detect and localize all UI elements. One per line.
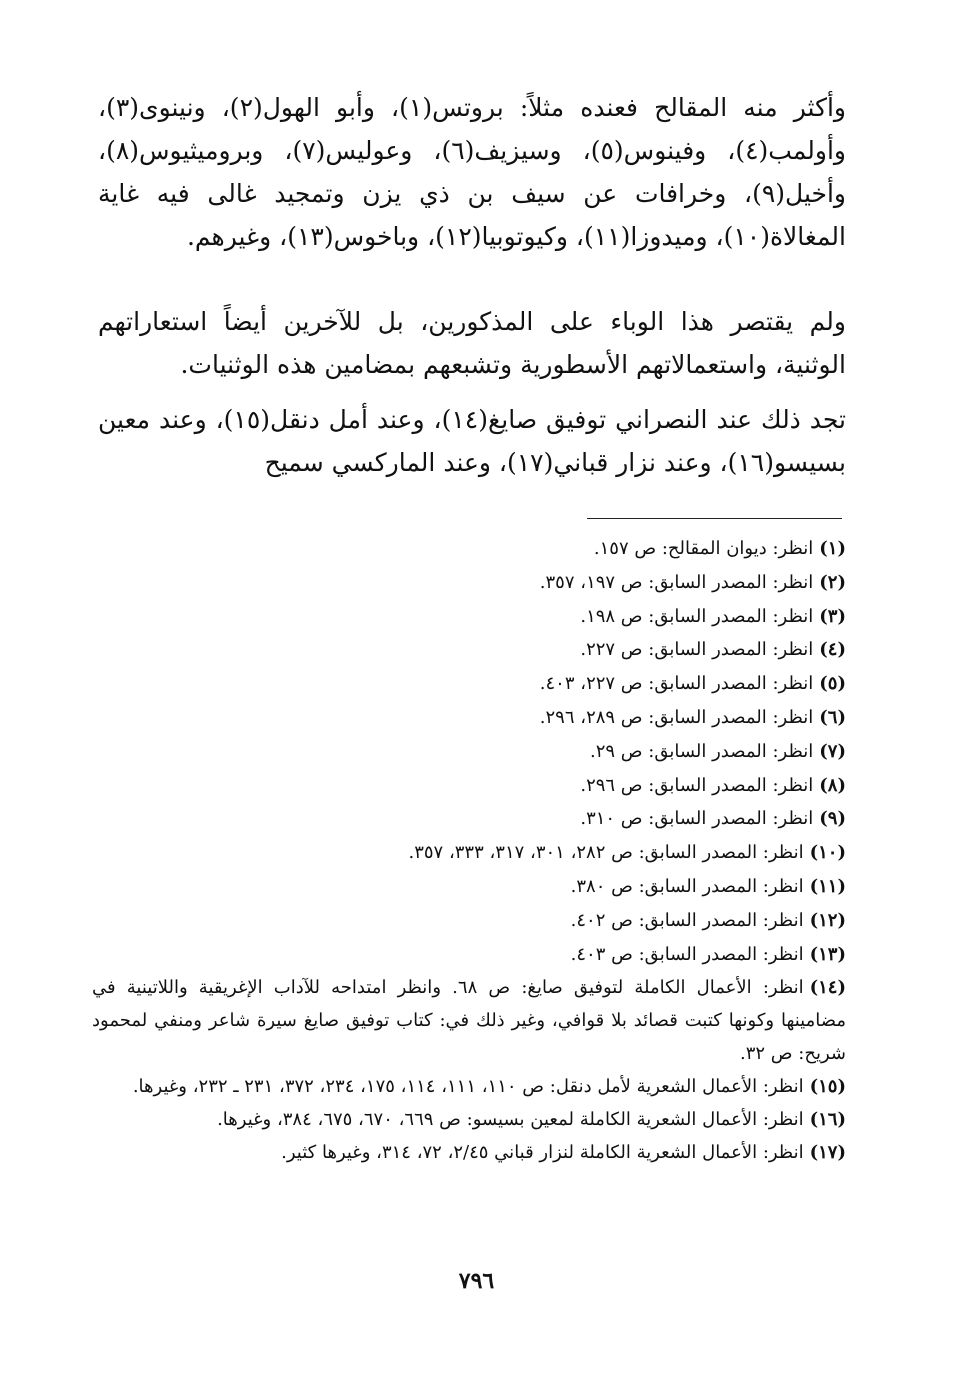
- footnote-number: (١٢): [809, 909, 846, 931]
- footnote-2: [92, 566, 846, 600]
- footnote-number: (١): [819, 538, 846, 559]
- footnote-text: انظر: المصدر السابق: ص ٢٢٧.: [580, 639, 814, 661]
- footnote-text: انظر: المصدر السابق: ص ٤٠٣.: [570, 943, 804, 965]
- footnote-text: انظر: المصدر السابق: ص ١٩٧، ٣٥٧.: [539, 571, 814, 593]
- footnote-number: (٩): [819, 808, 846, 830]
- footnote-text: انظر: ديوان المقالح: ص ١٥٧.: [593, 538, 814, 559]
- footnote-number: (١٠): [809, 842, 846, 864]
- footnote-number: (١٧): [809, 1142, 846, 1164]
- footnote-15: [92, 1070, 846, 1103]
- footnote-5: [92, 667, 846, 701]
- footnote-text: انظر: المصدر السابق: ص ٢٨٢، ٣٠١، ٣١٧، ٣٣٣، ٣٥٧.: [408, 842, 804, 864]
- footnote-1: [92, 532, 846, 566]
- footnote-14: [92, 971, 846, 1070]
- footnote-6: [92, 701, 846, 735]
- footnote-text: انظر: المصدر السابق: ص ٤٠٢.: [570, 909, 804, 931]
- footnote-16: [92, 1103, 846, 1136]
- footnote-17: [92, 1136, 846, 1170]
- footnote-11: [92, 870, 846, 904]
- footnote-number: (٣): [819, 605, 846, 627]
- footnote-text: انظر: الأعمال الكاملة لتوفيق صايغ: ص ٦٨. وانظر امتداحه للآداب الإغريقية واللاتينية في مضامينها وكونها كتبت قصائد بلا قوافي، وغير ذلك في: كتاب توفيق صايغ سيرة شاعر ومنفي لمحمود شريح: ص ٣٢.: [92, 977, 846, 1065]
- footnote-number: (٤): [819, 639, 846, 661]
- footnote-8: [92, 769, 846, 803]
- footnote-text: انظر: الأعمال الشعرية لأمل دنقل: ص ١١٠، ١١١، ١١٤، ١٧٥، ٢٣٤، ٣٧٢، ٢٣١ ـ ٢٣٢، وغيرها.: [132, 1076, 804, 1098]
- footnote-number: (٥): [819, 673, 846, 695]
- footnote-13: [92, 938, 846, 972]
- footnote-number: (١٣): [809, 943, 846, 965]
- footnote-text: انظر: المصدر السابق: ص ١٩٨.: [580, 605, 814, 627]
- footnote-number: (١٥): [809, 1076, 846, 1098]
- footnote-number: (٨): [819, 774, 846, 796]
- footnote-number: (١٦): [809, 1109, 846, 1131]
- footnote-number: (١١): [809, 875, 846, 897]
- footnote-text: انظر: المصدر السابق: ص ٢٨٩، ٢٩٦.: [539, 706, 814, 728]
- footnote-3: [92, 600, 846, 634]
- footnote-9: [92, 802, 846, 836]
- footnote-4: [92, 633, 846, 667]
- body-paragraph-2: ولم يقتصر هذا الوباء على المذكورين، بل للآخرين أيضاً استعاراتهم الوثنية، واستعمالاتهم الأسطورية وتشبعهم بمضامين هذه الوثنيات.: [98, 307, 846, 379]
- footnote-number: (٦): [819, 706, 846, 728]
- footnote-text: انظر: المصدر السابق: ص ٢٢٧، ٤٠٣.: [539, 673, 814, 695]
- footnote-separator: [587, 518, 842, 519]
- footnote-12: [92, 904, 846, 938]
- footnote-text: انظر: الأعمال الشعرية الكاملة لنزار قباني ٢/٤٥، ٧٢، ٣١٤، وغيرها كثير.: [281, 1142, 804, 1164]
- footnote-number: (١٤): [809, 977, 847, 999]
- footnote-10: [92, 836, 846, 870]
- footnote-text: انظر: المصدر السابق: ص ٣٨٠.: [570, 875, 804, 897]
- footnote-text: انظر: المصدر السابق: ص ٢٩.: [590, 740, 814, 762]
- footnote-7: [92, 735, 846, 769]
- footnote-text: انظر: الأعمال الشعرية الكاملة لمعين بسيسو: ص ٦٦٩، ٦٧٠، ٦٧٥، ٣٨٤، وغيرها.: [217, 1109, 804, 1131]
- body-paragraph-1: وأكثر منه المقالح فعنده مثلاً: بروتس(١)، وأبو الهول(٢)، ونينوى(٣)، وأولمب(٤)، وفينوس(٥)، وسيزيف(٦)، وعوليس(٧)، وبروميثيوس(٨)، وأخيل(٩)، وخرافات عن سيف بن ذي يزن وتمجيد غالى فيه غاية المغالاة(١٠)، وميدوزا(١١)، وكيوتوبيا(١٢)، وباخوس(١٣)، وغيرهم.: [98, 93, 846, 251]
- body-paragraph-3: تجد ذلك عند النصراني توفيق صايغ(١٤)، وعند أمل دنقل(١٥)، وعند معين بسيسو(١٦)، وعند نزار قباني(١٧)، وعند الماركسي سميح: [98, 405, 846, 477]
- page-number: ٧٩٦: [458, 1268, 495, 1294]
- footnote-text: انظر: المصدر السابق: ص ٢٩٦.: [580, 774, 814, 796]
- footnote-number: (٧): [819, 740, 846, 762]
- footnote-text: انظر: المصدر السابق: ص ٣١٠.: [580, 808, 814, 830]
- footnotes: [92, 532, 846, 1170]
- footnote-number: (٢): [819, 571, 846, 593]
